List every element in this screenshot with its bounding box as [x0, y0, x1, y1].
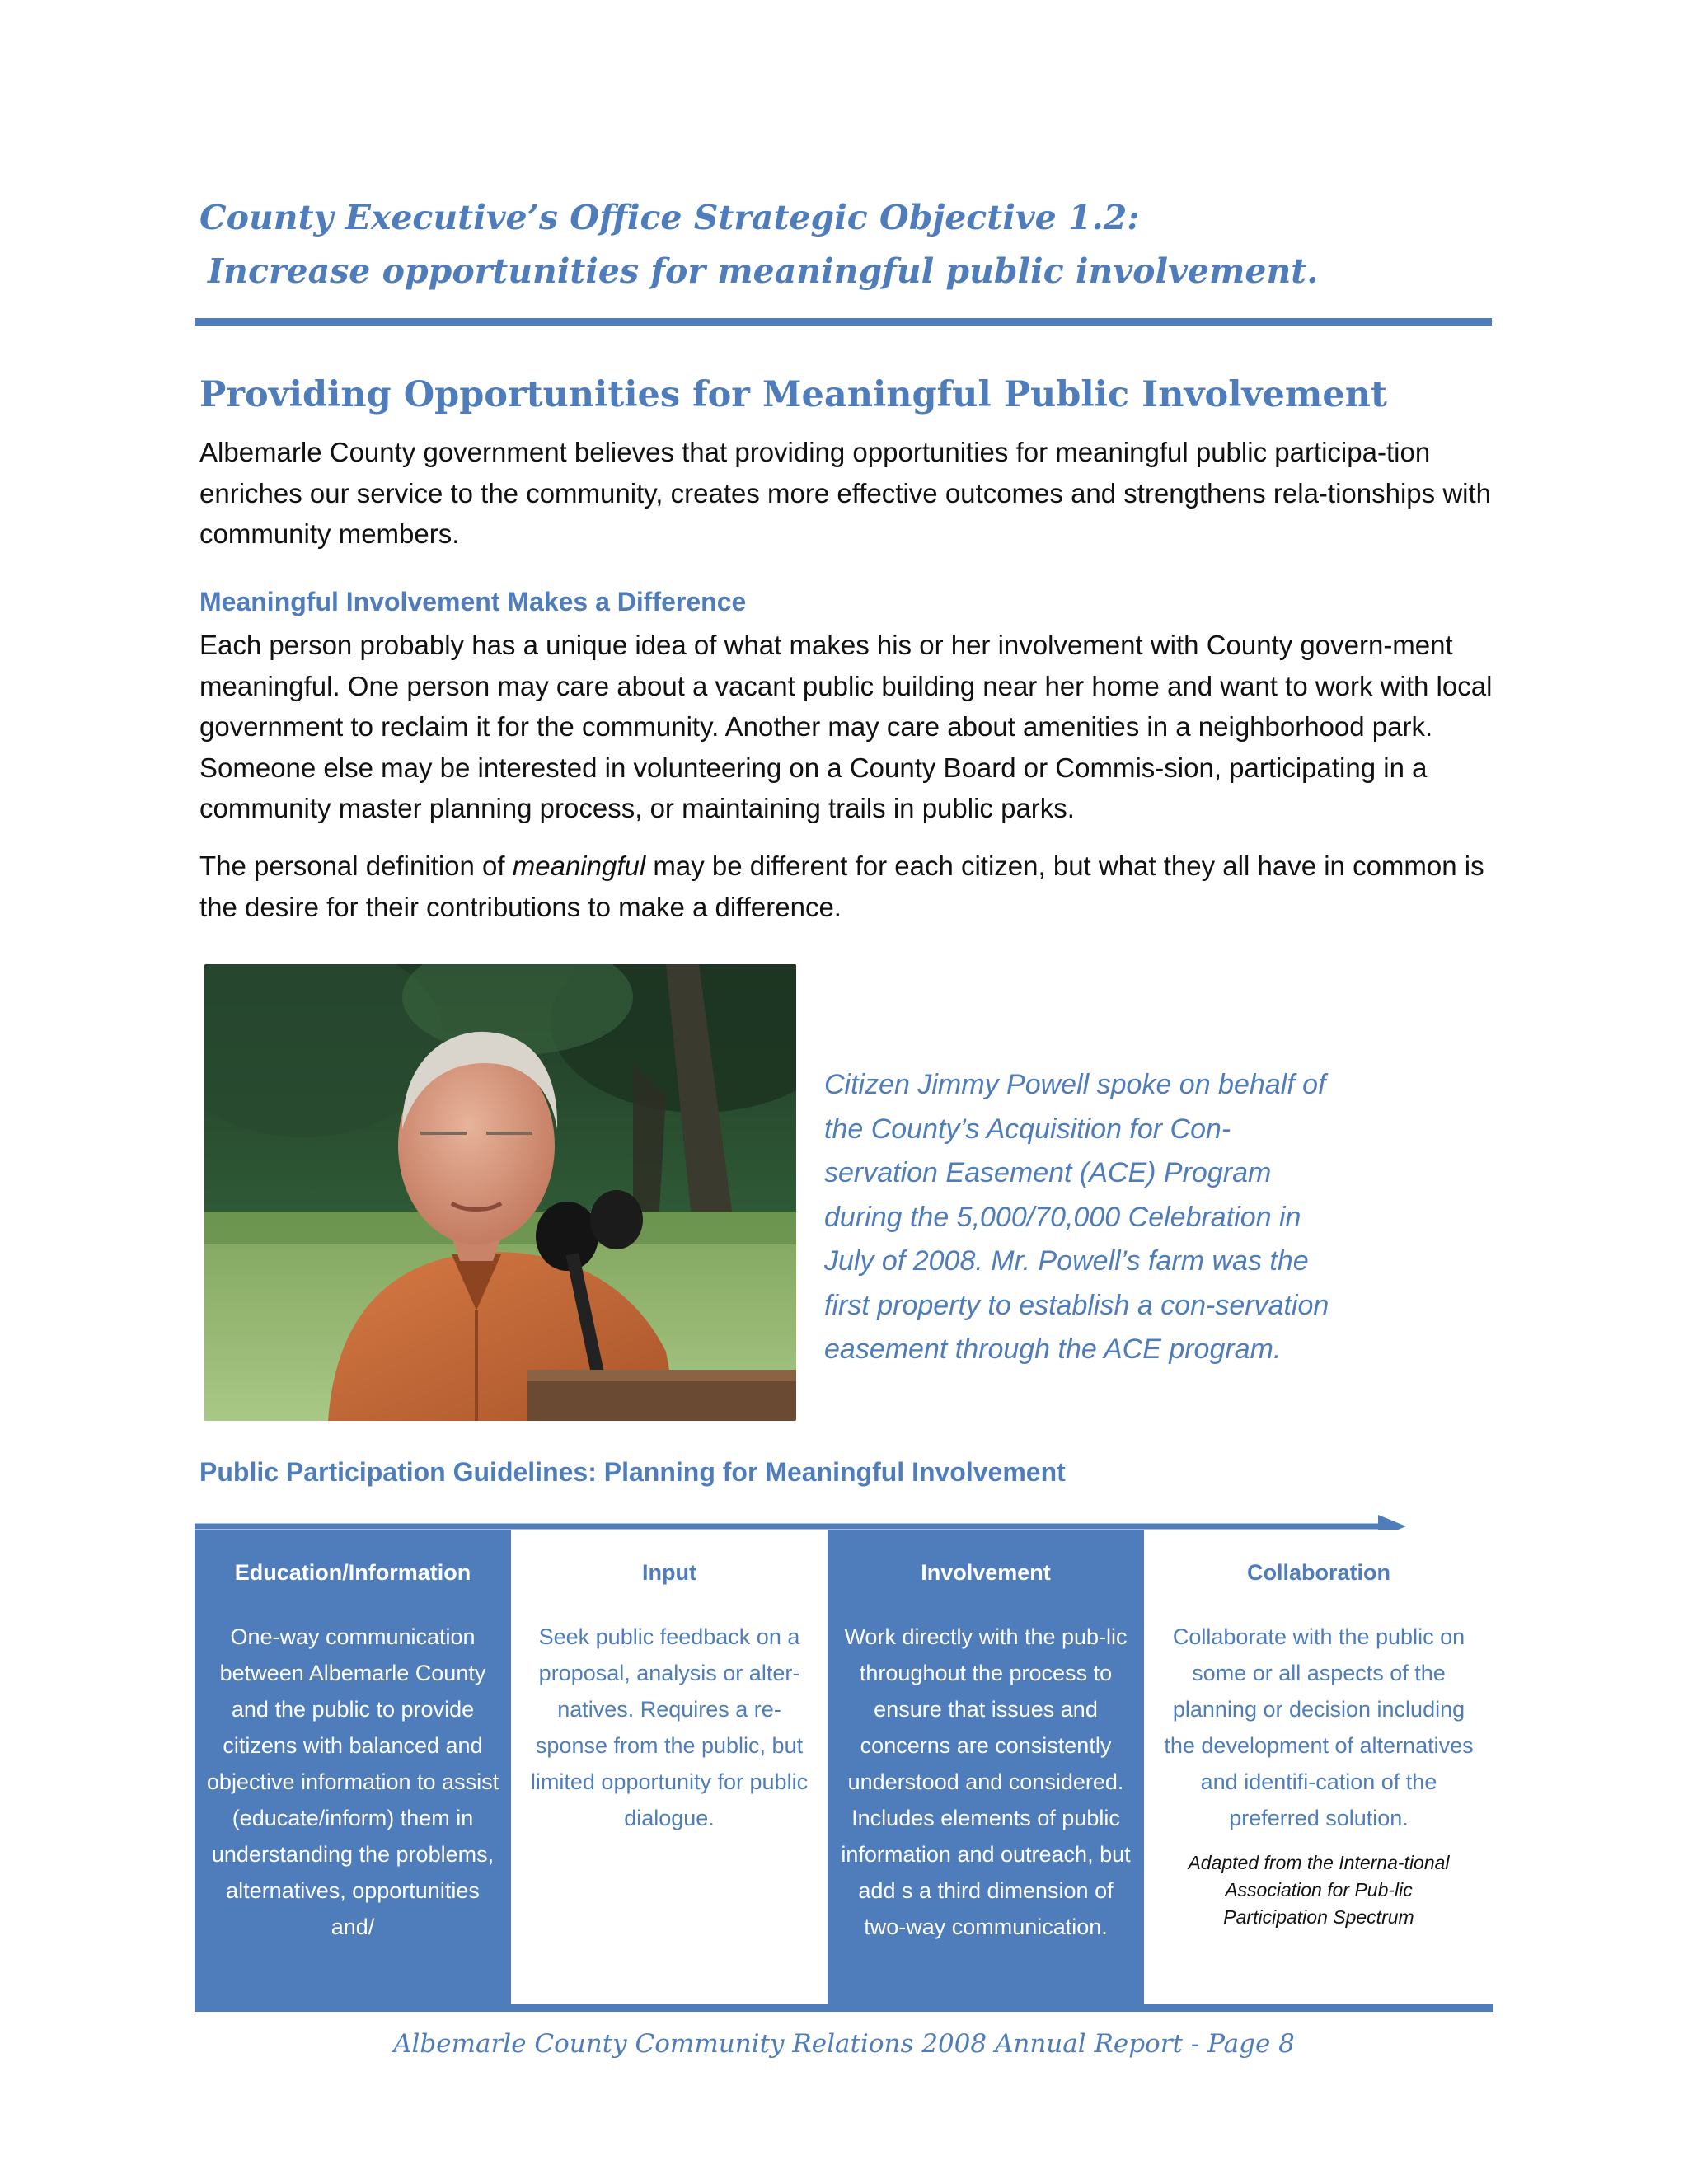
- column-involvement-title: Involvement: [921, 1560, 1051, 1585]
- section-title: Providing Opportunities for Meaningful Public Involvement: [199, 374, 1387, 415]
- spectrum-credit: Adapted from the Interna-tional Association for Pub-lic Participation Spectrum: [1188, 1852, 1450, 1928]
- photo-caption: Citizen Jimmy Powell spoke on behalf of the County’s Acquisition for Con-servation Easement (ACE) Program during the 5,000/70,000 Celebration in July of 2008. Mr. Powell’s farm was the first property to establish a con-servation easement through the ACE program.: [824, 1069, 1329, 1365]
- meaningful-emphasis: meaningful: [512, 851, 646, 881]
- column-education-title: Education/Information: [234, 1560, 471, 1585]
- participation-spectrum: [195, 1530, 1493, 2004]
- bottom-divider: [195, 2004, 1493, 2012]
- objective-line-2: Increase opportunities for meaningful public involvement.: [208, 251, 1319, 291]
- column-collaboration: [1144, 1530, 1493, 2004]
- meaningful-paragraph-end: may be different for each citizen, but what they all have in common is the desire for their contributions to make a difference.: [199, 851, 1484, 922]
- top-divider: [195, 318, 1492, 326]
- meaningful-paragraph-start: The personal definition of: [199, 851, 513, 881]
- column-education: [195, 1530, 511, 2004]
- column-involvement: [828, 1530, 1144, 2004]
- column-input: [511, 1530, 828, 2004]
- column-collaboration-text: Collaborate with the public on some or all aspects of the planning or decision including the development of alternatives and identifi-cation of the preferred solution.: [1164, 1624, 1474, 1830]
- column-education-text: One-way communication between Albemarle County and the public to provide citizens with balanced and objective information to assist (educate/inform) them in understanding the problems, alternatives, opportunities and/: [206, 1624, 499, 1939]
- difference-heading: Meaningful Involvement Makes a Difference: [199, 587, 747, 616]
- speaker-photo: [204, 964, 796, 1421]
- page-footer: Albemarle County Community Relations 2008 Annual Report - Page 8: [393, 2029, 1295, 2059]
- column-input-text: Seek public feedback on a proposal, analysis or alter-natives. Requires a re-sponse from the public, but limited opportunity for public dialogue.: [530, 1624, 809, 1830]
- meaningful-paragraph: [199, 846, 1493, 927]
- guidelines-heading: Public Participation Guidelines: Planning for Meaningful Involvement: [199, 1457, 1066, 1487]
- column-input-title: Input: [642, 1560, 696, 1585]
- difference-paragraph: Each person probably has a unique idea of what makes his or her involvement with County govern-ment meaningful. One person may care about a vacant public building near her home and want to work with local government to reclaim it for the community. Another may care about amenities in a neighborhood park. Someone else may be interested in volunteering on a County Board or Commis-sion, participating in a community master planning process, or maintaining trails in public parks.: [199, 630, 1493, 823]
- strategic-objective-heading: [199, 191, 1485, 298]
- column-involvement-text: Work directly with the pub-lic throughout the process to ensure that issues and concerns are consistently understood and considered. Includes elements of public information and outreach, but add s a third dimension of two-way communication.: [841, 1624, 1131, 1939]
- objective-line-1: County Executive’s Office Strategic Objective 1.2:: [199, 198, 1140, 237]
- intro-paragraph: Albemarle County government believes that providing opportunities for meaningful public participa-tion enriches our service to the community, creates more effective outcomes and strengthens rela-tionships with community members.: [199, 437, 1492, 549]
- column-collaboration-title: Collaboration: [1247, 1560, 1390, 1585]
